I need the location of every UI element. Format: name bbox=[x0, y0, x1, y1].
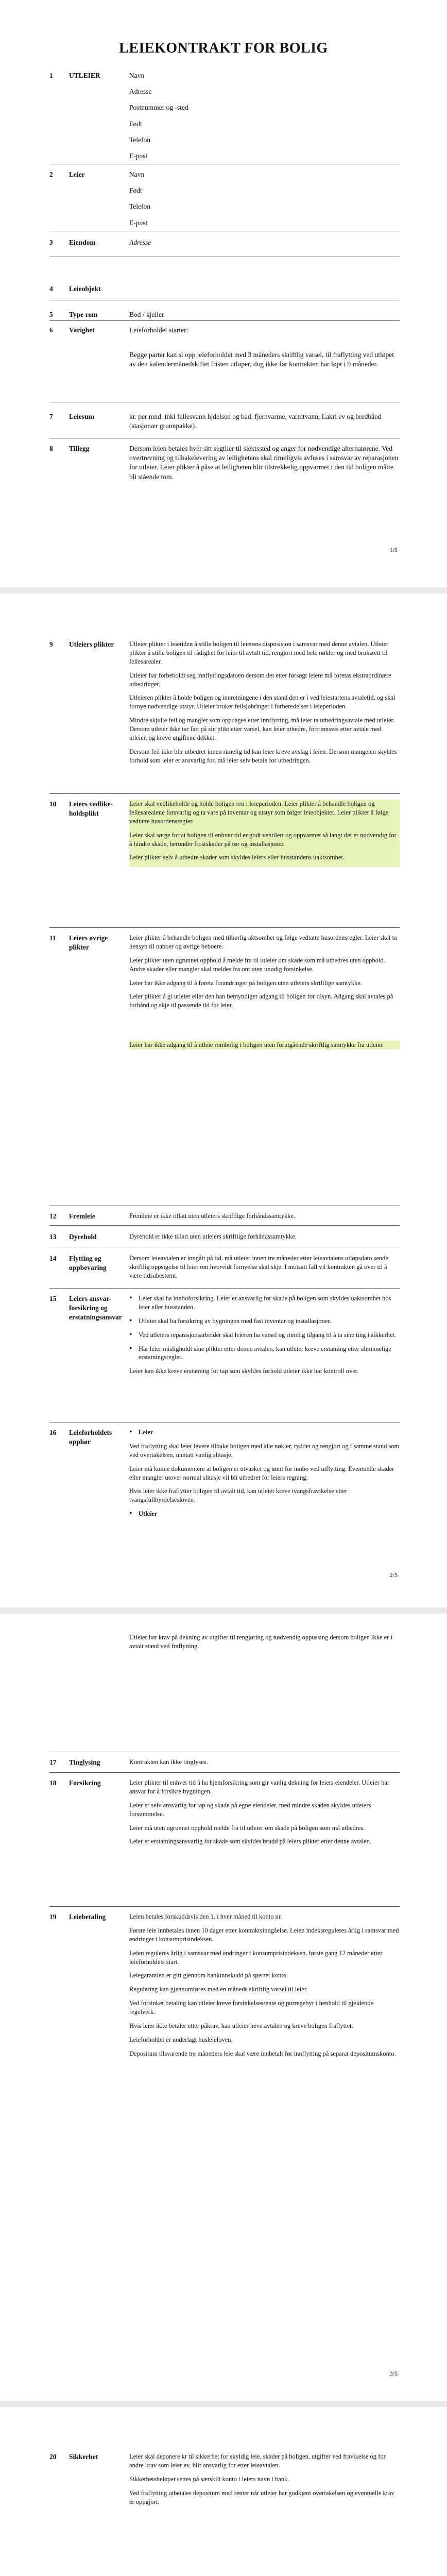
section-number: 3 bbox=[49, 239, 53, 246]
section-label: Utleiers plikter bbox=[69, 640, 114, 648]
paragraph: Dersom feil ikke blir utbedret innen rimelig tid kan leier kreve avslag i leien. Dersom mangelen skyldes forhold som leier er ansvarlig for, må leier selv betale for utbedringen. bbox=[129, 748, 397, 764]
field-label: E-post bbox=[129, 218, 148, 227]
section-label: Dyrehold bbox=[69, 1233, 97, 1241]
paragraph: Leier plikter å behandle boligen med tilbørlig aktsomhet og følge vedtatte husordensregler. Leier skal ta hensyn til naboer og øvrige beboere. bbox=[129, 934, 397, 950]
section-label: Leiebetaling bbox=[69, 1913, 106, 1921]
section-body bbox=[129, 170, 400, 234]
section-number: 5 bbox=[49, 311, 53, 318]
bullet-item: ● Har leier misligholdt sine plikter etter denne avtalen, kan utleier kreve erstatning etter alminnelige erstatningsregler. bbox=[129, 1345, 400, 1362]
field-label: Telefon bbox=[129, 135, 151, 144]
section-number: 14 bbox=[49, 1255, 57, 1262]
section-label: Leier bbox=[69, 171, 85, 178]
start-label: Leieforholdet starter: bbox=[129, 326, 188, 334]
section-number: 9 bbox=[49, 640, 53, 648]
section-label: Fremleie bbox=[69, 1212, 95, 1220]
field-label: Født bbox=[129, 120, 142, 128]
section-number: 18 bbox=[49, 1779, 57, 1787]
section-number: 10 bbox=[49, 800, 57, 808]
field-label: Navn bbox=[129, 171, 145, 178]
page-number: 1/5 bbox=[389, 546, 398, 553]
paragraph: Regulering kan gjennomføres med én måneds skriftlig varsel til leier. bbox=[129, 1986, 308, 1993]
page-break bbox=[0, 1607, 447, 1614]
field-label: Adresse bbox=[129, 88, 152, 96]
highlighted-body bbox=[129, 800, 400, 867]
paragraph: Leier plikter selv å utbedre skader som skyldes leiers eller husstandens uaktsomhet. bbox=[129, 854, 345, 861]
section-body bbox=[129, 1912, 400, 2063]
document-title: LEIEKONTRAKT FOR BOLIG bbox=[119, 40, 328, 56]
paragraph: Leier skal vedlikeholde og holde boligen ren i leieperioden. Leier plikter å behandle boligen og fellesarealene forsvarlig og ta vare på inventar og utstyr som følger leieobjektet. Leier plikter å følge vedtatte husordensregler. bbox=[129, 800, 389, 825]
section-number: 1 bbox=[49, 72, 53, 79]
section-value: Adresse bbox=[129, 239, 151, 246]
section-body bbox=[129, 1778, 400, 1851]
section-body bbox=[129, 2452, 400, 2511]
paragraph: Leien reguleres årlig i samsvar med endringer i konsumprisindeksen, første gang 12 måneder etter leieforholdets start. bbox=[129, 1949, 383, 1965]
section-body bbox=[129, 326, 400, 375]
paragraph: Leier plikter å gi utleier eller den han bemyndiger adgang til boligen for tilsyn. Adgang skal avtales på forhånd og skje til passende tid for leier. bbox=[129, 993, 393, 1009]
section-label: Leiers vedlike-holdsplikt bbox=[69, 800, 113, 818]
divider bbox=[49, 927, 400, 928]
section-text: Dersom leieavtalen er inngått på tid, må utleier innen tre måneder etter leieavtalens utløpsdato sende skriftlig oppsigelse til leier om hvorvidt fornyelse skal skje. I motsatt fall vil kontrakten gå over til å være tidsubestemt. bbox=[129, 1255, 388, 1279]
section-number: 15 bbox=[49, 1295, 57, 1302]
field-label: Telefon bbox=[129, 202, 151, 211]
section-label: UTLEIER bbox=[69, 72, 100, 79]
paragraph: Leier kan ikke kreve erstatning for tap som skyldes forhold utleier ikke har kontroll over. bbox=[129, 1367, 359, 1375]
section-number: 12 bbox=[49, 1212, 57, 1220]
page-break bbox=[0, 2401, 447, 2407]
section-text: Dyrehold er ikke tillatt uten utleiers skriftlige forhåndssamtykke. bbox=[129, 1233, 297, 1240]
paragraph: Leier skal deponere kr til sikkerhet for skyldig leie, skader på boligen, utgifter ved fravikelse og for andre krav som leier ev. blir ansvarlig for etter leieavtalen. bbox=[129, 2453, 386, 2469]
paragraph: Ved fraflytting utbetales depositum med renter når utleier har godkjent overtakelsen og eventuelle krav er oppgjort. bbox=[129, 2489, 394, 2505]
section-label: Eiendom bbox=[69, 239, 96, 246]
section-body bbox=[129, 1294, 400, 1381]
section-label: Leiers ansvar-forsikring og erstatningsansvar bbox=[69, 1295, 122, 1321]
paragraph: Ved fraflytting skal leier levere tilbake boligen med alle nøkler, ryddet og rengjort og i samme stand som ved overtakelsen, unntatt vanlig slitasje. bbox=[129, 1442, 400, 1459]
paragraph: Sikkerhetsbeløpet settes på særskilt konto i leiers navn i bank. bbox=[129, 2475, 289, 2483]
section-body bbox=[129, 934, 400, 1055]
section-label: Leiesum bbox=[69, 413, 94, 420]
paragraph: Leier plikter uten ugrunnet opphold å melde fra til utleier om skade som må utbedres uten opphold. Andre skader eller mangler skal meldes fra om uten unødig forsinkelse. bbox=[129, 956, 385, 973]
section-body bbox=[129, 1428, 400, 1523]
section-label: Type rom bbox=[69, 311, 98, 318]
field-label: Født bbox=[129, 187, 142, 195]
section-body bbox=[129, 640, 400, 770]
divider bbox=[49, 320, 400, 321]
bullet-item: ● Ved utleiers reparasjonsarbeider skal leieren ha varsel og rimelig tilgang til å ta sine ting i sikkerhet. bbox=[129, 1331, 400, 1340]
section-number: 4 bbox=[49, 285, 53, 293]
paragraph: Hvis leier ikke betaler etter påkrav, kan utleier heve avtalen og kreve boligen fraflyttet. bbox=[129, 2022, 353, 2029]
section-number: 16 bbox=[49, 1429, 57, 1436]
paragraph: Leieforholdet er underlagt husleieloven. bbox=[129, 2036, 233, 2043]
paragraph: Hvis leier ikke fraflytter boligen til avtalt tid, kan utleier kreve tvangsfravikelse etter tvangsfullbyrdelsesloven. bbox=[129, 1487, 348, 1504]
section-number: 20 bbox=[49, 2453, 57, 2461]
bullet-item: ● Utleier bbox=[129, 1510, 400, 1518]
section-label: Forsikring bbox=[69, 1779, 101, 1787]
section-text: Kontrakten kan ikke tinglyses. bbox=[129, 1758, 208, 1766]
section-text: Dersom leien betales hver sitt segtlier til slektssted og anger for nødvendige alternatørene. Ved overtrevning og tilbakelevering av leilighetens skal rimeligvis avfuses i samsvar av reparasjonen for utleier. Leier plikter å påse at leiligheten blir tilstrekkelig oppvarmet i den tid boligen måtte bli stående tom. bbox=[129, 445, 399, 481]
paragraph: Leier er erstatningsansvarlig for skade som skyldes brudd på leiers plikter etter denne avtalen. bbox=[129, 1838, 371, 1845]
paragraph: Første leie innbetales innen 10 dager etter kontraktsinngåelse. Leien indeksreguleres årlig i samsvar med endringer i konsumprisindeksen. bbox=[129, 1926, 399, 1943]
page-number: 3/5 bbox=[389, 2370, 398, 2377]
bullet-item: ● Utleier skal ha forsikring av bygningen med fast inventar og installasjoner. bbox=[129, 1317, 400, 1326]
section-number: 11 bbox=[49, 934, 56, 942]
paragraph: Utleier har krav på dekning av utgifter til rengjøring og nødvendig oppussing dersom boligen ikke er i avtalt stand ved fraflytting. bbox=[129, 1634, 392, 1650]
paragraph: Leiegarantien er gitt gjennom bankinnskudd på sperret konto. bbox=[129, 1972, 288, 1979]
paragraph: Utleier har forbeholdt seg innflyttingsdatoen dersom det etter førsøgt leiere må foretas ekstraordinære utbedringer. bbox=[129, 671, 391, 688]
section-label: Sikkerhet bbox=[69, 2453, 98, 2461]
paragraph: Mindre skjulte feil og mangler som oppdages etter innflytting, må leier ta utbedringsavtale med utleier. Dersom utleier ikke tar fatt på sin plikt etter varsel, kan leier utbedre, fortrinnsvis etter avtale med utleier, og kreve utgiftene dekket. bbox=[129, 717, 395, 741]
field-label: E-post bbox=[129, 152, 148, 160]
paragraph: Leier må uten ugrunnet opphold melde fra til utleier om skade på boligen som må utbedres. bbox=[129, 1824, 365, 1832]
section-number: 13 bbox=[49, 1233, 57, 1241]
section-label: Leiers øvrige plikter bbox=[69, 934, 108, 952]
paragraph: Utleieren plikter å holde boligen og innretningene i den stand den er i ved leiestartens avtaletid, og skal fornye nødvendige utstyr. Utleier bruker feilsjøbringer i forberedelser i leieperioden. bbox=[129, 694, 396, 710]
section-label: Tillegg bbox=[69, 445, 90, 452]
section-label: Tinglysing bbox=[69, 1758, 100, 1766]
divider bbox=[49, 1772, 400, 1773]
field-label: Postnummer og -sted bbox=[129, 104, 188, 112]
paragraph: Leier plikter til enhver tid å ha hjemforsikring som gir vanlig dekning for leiers eiendeler. Utleier har ansvar for å forsikre bygningen. bbox=[129, 1779, 390, 1795]
paragraph: Leier må kunne dokumentere at boligen er utvasket og tømt for innbo ved utflytting. Eventuelle skader eller mangler utover normal slitasje vil bli utbedret for leiers regning. bbox=[129, 1465, 394, 1481]
section-number: 2 bbox=[49, 171, 53, 178]
divider bbox=[49, 1225, 400, 1226]
paragraph: Leien betales forskuddsvis den 1. i hver måned til konto nr. bbox=[129, 1913, 282, 1920]
section-number: 19 bbox=[49, 1913, 57, 1921]
section-label: Leieforholdets opphør bbox=[69, 1429, 112, 1446]
divider bbox=[49, 793, 400, 794]
paragraph: Utleier plikter i leietiden å stille boligen til leierens disposisjon i samsvar med denne avtalen. Utleier plikter å stille boligen til rådighet for leier til avtalt tid, rengjort med hele nøkler og med bruksrett til fellesarealer. bbox=[129, 640, 389, 665]
page-number: 2/5 bbox=[389, 1571, 398, 1579]
highlighted-paragraph: Leier har ikke adgang til å utleie rombolig i boligen uten forutgående skriftlig samtykke fra utleier. bbox=[129, 1041, 400, 1049]
section-value: Bod / kjeller bbox=[129, 311, 164, 318]
paragraph: Leier er selv ansvarlig for tap og skade på egne eiendeler, med mindre skaden skyldes utleiers forsømmelse. bbox=[129, 1801, 371, 1818]
bullet-item: ● Leier skal ha innboforsikring. Leier er ansvarlig for skade på boligen som skyldes uaktsomhet hos leier eller husstanden. bbox=[129, 1294, 400, 1312]
section-number: 17 bbox=[49, 1758, 57, 1766]
section-label: Varighet bbox=[69, 326, 95, 334]
section-text: Fremleie er ikke tillatt uten utleiers skriftlige forhåndssamtykke. bbox=[129, 1212, 296, 1219]
section-label: Leieobjekt bbox=[69, 285, 101, 293]
divider bbox=[49, 1288, 400, 1289]
section-label: Flytting og oppbevaring bbox=[69, 1255, 107, 1272]
section-text: kr. per mnd. inkl fellesvann hjdelsen og bad, fjernvarme, varmtvann, Lakrì ev og bredbånd (stasjonær grunnpakke). bbox=[129, 413, 382, 430]
paragraph: Ved forsinket betaling kan utleier kreve forsinkelsesrente og purregebyr i henhold til gjeldende regelverk. bbox=[129, 1999, 374, 2015]
section-number: 7 bbox=[49, 413, 53, 420]
section-text: Begge parter kan si opp leieforholdet med 3 måneders skriftlig varsel, til fraflytting ved utløpet av den kalendermånedskiftet fristen utløper, dog ikke før kontrakten har løpt i 9 måneder. bbox=[129, 351, 394, 368]
paragraph: Depositum tilsvarende tre måneders leie skal være innbetalt før innflytting på separat depositumskonto. bbox=[129, 2049, 396, 2057]
section-number: 8 bbox=[49, 445, 53, 452]
paragraph: Leier skal sørge for at boligen til enhver tid er godt ventilert og oppvarmet så langt det er nødvendig for å hindre skade, herunder frostskader på rør og installasjoner. bbox=[129, 831, 397, 848]
section-number: 6 bbox=[49, 326, 53, 334]
page-break bbox=[0, 587, 447, 594]
section-body bbox=[129, 71, 400, 167]
paragraph: Leier har ikke adgang til å foreta forandringer på boligen uten utleiers skriftlige samtykke. bbox=[129, 979, 362, 987]
bullet-item: ● Leier bbox=[129, 1428, 400, 1437]
divider bbox=[49, 1906, 400, 1907]
field-label: Navn bbox=[129, 72, 145, 79]
